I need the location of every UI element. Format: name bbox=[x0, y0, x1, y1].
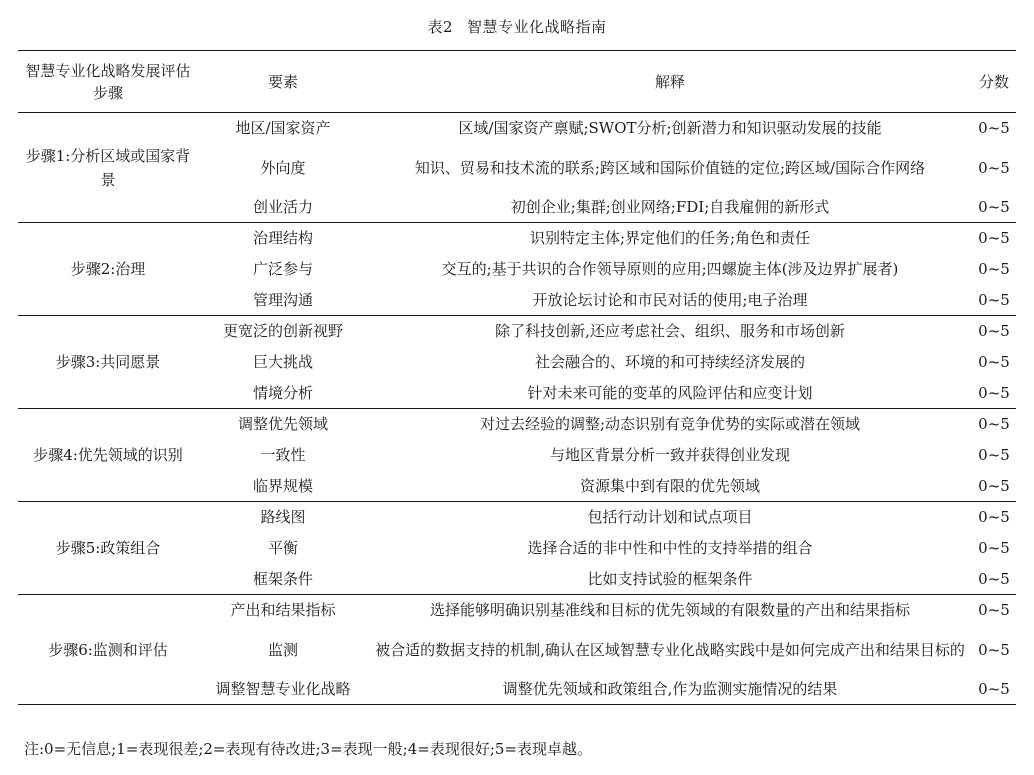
element-cell: 治理结构 bbox=[198, 223, 368, 254]
explanation-cell: 与地区背景分析一致并获得创业发现 bbox=[549, 446, 790, 464]
score-cell: 0~5 bbox=[978, 679, 1010, 698]
table-number: 表2 bbox=[427, 18, 454, 36]
step-cell: 步骤6:监测和评估 bbox=[18, 595, 198, 705]
score-cell: 0~5 bbox=[972, 409, 1016, 440]
element-cell: 调整智慧专业化战略 bbox=[215, 679, 351, 698]
table-row bbox=[18, 316, 1016, 347]
explanation-cell: 识别特定主体;界定他们的任务;角色和责任 bbox=[368, 223, 972, 254]
explanation-cell: 初创企业;集群;创业网络;FDI;自我雇佣的新形式 bbox=[510, 197, 830, 216]
element-cell: 管理沟通 bbox=[252, 290, 313, 309]
table-row bbox=[18, 223, 1016, 254]
element-cell: 巨大挑战 bbox=[252, 353, 313, 371]
score-cell: 0~5 bbox=[978, 476, 1010, 495]
step-group-6 bbox=[18, 595, 1016, 705]
score-cell: 0~5 bbox=[972, 595, 1016, 626]
explanation-cell: 针对未来可能的变革的风险评估和应变计划 bbox=[527, 383, 813, 402]
table-caption bbox=[0, 16, 1034, 37]
step-group-3 bbox=[18, 316, 1016, 409]
table-title: 智慧专业化战略指南 bbox=[467, 18, 607, 36]
header-element: 要素 bbox=[198, 51, 368, 113]
step-cell: 步骤3:共同愿景 bbox=[18, 316, 198, 409]
explanation-cell: 区域/国家资产禀赋;SWOT分析;创新潜力和知识驱动发展的技能 bbox=[458, 119, 882, 138]
explanation-cell: 被合适的数据支持的机制,确认在区域智慧专业化战略实践中是如何完成产出和结果目标的 bbox=[375, 640, 965, 659]
explanation-cell: 调整优先领域和政策组合,作为监测实施情况的结果 bbox=[502, 679, 838, 698]
score-cell: 0~5 bbox=[978, 446, 1010, 464]
strategy-guide-table bbox=[18, 50, 1016, 705]
header-score: 分数 bbox=[972, 51, 1016, 113]
score-cell: 0~5 bbox=[978, 260, 1010, 278]
element-cell: 外向度 bbox=[260, 158, 306, 177]
table-row bbox=[18, 113, 1016, 144]
header-explanation: 解释 bbox=[368, 51, 972, 113]
score-cell: 0~5 bbox=[978, 539, 1010, 557]
score-cell: 0~5 bbox=[978, 383, 1010, 402]
explanation-cell: 开放论坛讨论和市民对话的使用;电子治理 bbox=[532, 290, 808, 309]
table-row bbox=[18, 502, 1016, 533]
element-cell: 框架条件 bbox=[252, 569, 313, 588]
step-cell: 步骤5:政策组合 bbox=[18, 502, 198, 595]
element-cell: 广泛参与 bbox=[252, 260, 313, 278]
table-row bbox=[18, 409, 1016, 440]
score-cell: 0~5 bbox=[978, 640, 1010, 659]
step-group-4 bbox=[18, 409, 1016, 502]
explanation-cell: 资源集中到有限的优先领域 bbox=[579, 476, 760, 495]
element-cell: 创业活力 bbox=[252, 197, 313, 216]
score-cell: 0~5 bbox=[972, 502, 1016, 533]
element-cell: 调整优先领域 bbox=[198, 409, 368, 440]
explanation-cell: 选择合适的非中性和中性的支持举措的组合 bbox=[527, 539, 813, 557]
explanation-cell: 社会融合的、环境的和可持续经济发展的 bbox=[534, 353, 805, 371]
step-cell: 步骤2:治理 bbox=[18, 223, 198, 316]
explanation-cell: 对过去经验的调整;动态识别有竞争优势的实际或潜在领域 bbox=[368, 409, 972, 440]
element-cell: 临界规模 bbox=[252, 476, 313, 495]
score-cell: 0~5 bbox=[978, 353, 1010, 371]
element-cell: 一致性 bbox=[260, 446, 306, 464]
header-step: 智慧专业化战略发展评估步骤 bbox=[18, 51, 198, 113]
step-cell: 步骤4:优先领域的识别 bbox=[18, 409, 198, 502]
explanation-cell: 交互的;基于共识的合作领导原则的应用;四螺旋主体(涉及边界扩展者) bbox=[441, 260, 899, 278]
table-footnote: 注:0=无信息;1=表现很差;2=表现有待改进;3=表现一般;4=表现很好;5=表现卓越。 bbox=[24, 740, 592, 758]
score-cell: 0~5 bbox=[978, 158, 1010, 177]
element-cell: 情境分析 bbox=[252, 383, 313, 402]
element-cell: 地区/国家资产 bbox=[235, 119, 331, 138]
element-cell: 路线图 bbox=[198, 502, 368, 533]
score-cell: 0~5 bbox=[978, 569, 1010, 588]
explanation-cell: 除了科技创新,还应考虑社会、组织、服务和市场创新 bbox=[368, 316, 972, 347]
score-cell: 0~5 bbox=[972, 316, 1016, 347]
explanation-cell: 选择能够明确识别基准线和目标的优先领域的有限数量的产出和结果指标 bbox=[368, 595, 972, 626]
element-cell: 平衡 bbox=[267, 539, 298, 557]
score-cell: 0~5 bbox=[972, 223, 1016, 254]
step-group-5 bbox=[18, 502, 1016, 595]
explanation-cell: 知识、贸易和技术流的联系;跨区域和国际价值链的定位;跨区域/国际合作网络 bbox=[414, 158, 926, 177]
score-cell: 0~5 bbox=[978, 290, 1010, 309]
step-cell: 步骤1:分析区域或国家背景 bbox=[25, 146, 191, 189]
table-row bbox=[18, 595, 1016, 626]
explanation-cell: 包括行动计划和试点项目 bbox=[368, 502, 972, 533]
header-row bbox=[18, 51, 1016, 113]
score-cell: 0~5 bbox=[978, 197, 1010, 216]
step-group-2 bbox=[18, 223, 1016, 316]
element-cell: 产出和结果指标 bbox=[198, 595, 368, 626]
step-group-1 bbox=[18, 113, 1016, 223]
score-cell: 0~5 bbox=[978, 119, 1010, 138]
element-cell: 监测 bbox=[267, 640, 298, 659]
element-cell: 更宽泛的创新视野 bbox=[198, 316, 368, 347]
explanation-cell: 比如支持试验的框架条件 bbox=[587, 569, 753, 588]
